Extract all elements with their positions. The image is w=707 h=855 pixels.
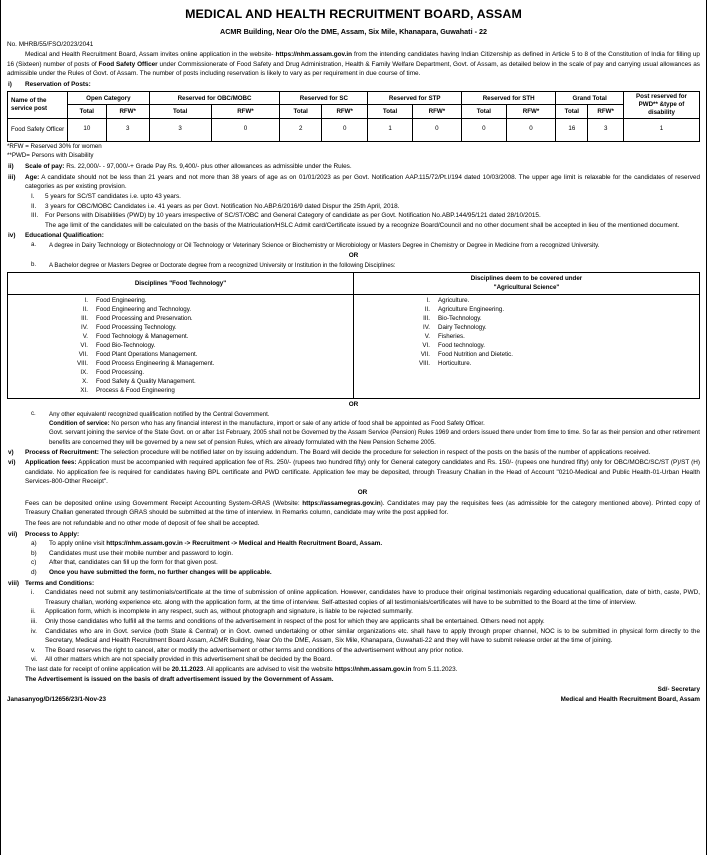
signature-line-2: Medical and Health Recruitment Board, Assam xyxy=(560,696,700,704)
last-date-value: 20.11.2023 xyxy=(171,666,204,674)
section-i-heading: Reservation of Posts: xyxy=(25,80,91,88)
as-7-number: VII. xyxy=(420,351,430,359)
apply-d-text: Once you have submitted the form, no further changes will be applicable. xyxy=(49,568,272,576)
subheader-rfw-open: RFW* xyxy=(106,105,149,118)
or-divider-2: OR xyxy=(348,401,359,408)
qualification-b-number: b. xyxy=(31,261,37,269)
section-vi-text: Application must be accompanied with required application fee of Rs. 250/- (rupees two hundred fifty) only for General category candidates and Rs. 150/- (rupees one hundred fifty) only for OBC/MOBC/SC/ST (P)/ST (H) candidate. No application fee is required for candidates having BPL certificate and PWD certificate. Application fee may be deposited, through Treasury Challan in the Head of Account "0210-Medical and Public Health-01-Urban Health Services-800-Other Receipt". xyxy=(25,459,700,486)
disciplines-right-cell xyxy=(354,295,700,399)
as-8-number: VIII. xyxy=(418,360,430,368)
as-2-number: II. xyxy=(424,306,430,314)
section-ii-text: Rs. 22,000/- - 97,000/-+ Grade Pay Rs. 9,400/- plus other allowances as admissible under the Rules. xyxy=(64,163,352,171)
cell-sc-rfw: 0 xyxy=(322,118,368,141)
col-header-sc: Reserved for SC xyxy=(280,92,368,105)
list-item xyxy=(62,360,351,369)
section-v-number: v) xyxy=(8,448,14,456)
list-item xyxy=(25,617,700,627)
gras-paragraph xyxy=(25,499,700,518)
terms-2-number: ii. xyxy=(31,608,36,616)
qualification-a-text: A degree in Dairy Technology or Biotechnology or Oil Technology or Veterinary Science or Biochemistry or Microbiology or Masters Degree in Chemistry or Degree in Medicine from a recognized University. xyxy=(49,242,600,250)
section-viii xyxy=(7,579,700,685)
ft-1-text: Food Engineering. xyxy=(96,297,147,305)
section-iii xyxy=(7,173,700,231)
footer xyxy=(7,696,700,705)
terms-4-text: Candidates who are in Govt. service (both State & Central) or in Govt. owned undertaking or other similar organizations etc. shall have to apply through proper channel, NOC is to be submitted in physical form directly to the Secretary, Medical and Health Recruitment Board Assam, ACMR Building, Near O/o the DME, Assam, Six Mile, Khanapara, Guwahati-22 and they will have to submit release order at the time of joining. xyxy=(45,627,700,645)
ft-11-number: XI. xyxy=(80,387,88,395)
as-4-text: Dairy Technology. xyxy=(438,324,487,332)
apply-b-text: Candidates must use their mobile number and password to login. xyxy=(49,549,234,557)
table-header-row-1 xyxy=(8,92,700,105)
list-item xyxy=(25,549,700,559)
list-item xyxy=(62,387,351,396)
list-item xyxy=(25,558,700,568)
refund-note: The fees are not refundable and no other mode of deposit of fee shall be accepted. xyxy=(25,519,260,527)
draft-advertisement-note: The Advertisement is issued on the basis of draft advertisement issued by the Government of Assam. xyxy=(25,675,334,683)
terms-5-text: The Board reserves the right to cancel, alter or modify the advertisement or other terms and conditions of the advertisement without any prior notice. xyxy=(45,646,464,654)
last-date-pre: The last date for receipt of online application will be xyxy=(25,666,172,674)
section-iii-label: Age: xyxy=(25,173,40,181)
list-item xyxy=(25,211,700,221)
section-v xyxy=(7,448,700,458)
condition-text: No person who has any financial interest in the manufacture, import or sale of any article of food shall be appointed as Food Safety Officer. xyxy=(109,420,485,428)
footnote-rfw: *RFW = Reserved 30% for women xyxy=(7,142,102,150)
ft-2-text: Food Engineering and Technology. xyxy=(96,306,192,314)
janasanyog-code: Janasanyog/D/12656/23/1-Nov-23 xyxy=(7,696,107,704)
age-item-2-text: 3 years for OBC/MOBC Candidates i.e. 41 years as per Govt. Notification No.ABP.6/2016/9 dated Dispur the 25th April, 2018. xyxy=(45,202,400,210)
list-item xyxy=(404,360,697,369)
subheader-total-open: Total xyxy=(68,105,107,118)
section-i-number: i) xyxy=(8,80,12,88)
list-item xyxy=(404,333,697,342)
section-viii-heading: Terms and Conditions: xyxy=(25,579,95,587)
as-5-number: V. xyxy=(424,333,430,341)
disciplines-body-row xyxy=(8,295,700,399)
as-4-number: IV. xyxy=(423,324,430,332)
list-item xyxy=(62,333,351,342)
list-item xyxy=(404,315,697,324)
pension-note: Govt. servant joining the service of the State Govt. on or after 1st February, 2005 shall not be Governed by the Assam Service (Pension) Rules 1969 and orders issued there under from time to time. So far as their pension and other retirement benefits are concerned they will be governed by a new set of pension Rules, which are already formulated with the New Pension Scheme 2005. xyxy=(49,429,700,446)
ft-6-number: VI. xyxy=(80,342,88,350)
section-ii-number: ii) xyxy=(8,163,14,171)
cell-open-total: 10 xyxy=(68,118,107,141)
application-fees-para xyxy=(25,458,700,487)
col-header-grand-total: Grand Total xyxy=(556,92,624,105)
list-item xyxy=(25,539,700,549)
apply-a-body xyxy=(49,539,700,549)
apply-a-number: a) xyxy=(31,540,37,548)
section-iii-text: A candidate should not be less than 21 years and not more than 38 years of age as on 01/01/2023 as per Govt. Notification AAP.115/72/Pt.I/194 dated 10/03/2008. The upper age limit is relaxable for the candidates of reserved categories as per existing provision. xyxy=(25,173,700,191)
section-vi-number: vi) xyxy=(8,459,16,467)
section-iv xyxy=(7,231,700,241)
ft-4-number: IV. xyxy=(81,324,88,332)
as-1-number: I. xyxy=(426,297,430,305)
last-date-line xyxy=(25,665,700,675)
list-item xyxy=(25,655,700,665)
terms-2-text: Application form, which is incomplete in any respect, such as, without photograph and signature, is liable to be rejected summarily. xyxy=(45,608,413,616)
terms-1-number: i. xyxy=(31,589,35,597)
age-item-1-text: 5 years for SC/ST candidates i.e. upto 43 years. xyxy=(45,193,181,201)
col-header-stp: Reserved for STP xyxy=(368,92,462,105)
subheader-rfw-stp: RFW* xyxy=(412,105,461,118)
ft-11-text: Process & Food Engineering xyxy=(96,387,175,395)
ft-3-number: III. xyxy=(81,315,88,323)
cell-open-rfw: 3 xyxy=(106,118,149,141)
qualification-item-b xyxy=(7,261,700,270)
reference-number: No. MHRB/55/FSO/2023/2041 xyxy=(7,40,94,48)
qualification-item-a xyxy=(7,241,700,250)
ft-2-number: II. xyxy=(82,306,88,314)
as-3-text: Bio-Technology. xyxy=(438,315,482,323)
subheader-rfw-obc: RFW* xyxy=(211,105,280,118)
intro-post-name: Food Safety Officer xyxy=(98,60,158,68)
apply-a-pre: To apply online visit xyxy=(49,540,107,548)
list-item xyxy=(62,378,351,387)
qualification-c-number: c. xyxy=(31,410,36,418)
section-vii-number: vii) xyxy=(8,530,18,538)
list-item xyxy=(404,306,697,315)
intro-part2: from the intending candidates having Indian Citizenship as defined in Article 5 to 8 of the Constitution of India for filling up 16 (Sixteen) number of posts of xyxy=(7,50,700,68)
subheader-rfw-sth: RFW* xyxy=(506,105,556,118)
age-trailing-note: The age limit of the candidates will be calculated on the basis of the Matriculation/HSLC Admit card/Certificate issued by a recognize Board/Council and no other document shall be accepted in lieu of the mentioned document. xyxy=(45,221,680,229)
subheader-total-sc: Total xyxy=(280,105,322,118)
cell-pwd: 1 xyxy=(624,118,700,141)
terms-6-number: vi. xyxy=(31,656,38,664)
footnote-pwd: **PWD= Persons with Disability xyxy=(7,152,94,160)
terms-1-text: Candidates need not submit any testimonials/certificate at the time of submission of online application. However, candidates have to produce their original testimonials regarding educational qualification, date of birth, caste, PWD, Treasury challan, working experience etc. along with the application form, at the time of interview. Self-attested copies of all testimonials/certificates will have to be submitted to the Board at the time of interview. xyxy=(45,589,700,606)
as-5-text: Fisheries. xyxy=(438,333,465,341)
list-item xyxy=(25,627,700,646)
list-item xyxy=(62,342,351,351)
ft-7-text: Food Plant Operations Management. xyxy=(96,351,198,359)
list-item xyxy=(404,342,697,351)
list-item xyxy=(25,607,700,617)
terms-4-number: iv. xyxy=(31,627,37,635)
section-v-text: The selection procedure will be notified later on by issuing addendum. The Board will decide the procedure for selection in respect of the posts on the basis of the number of applications received. xyxy=(98,448,651,456)
disciplines-table xyxy=(7,272,700,399)
ft-9-number: IX. xyxy=(80,369,88,377)
list-item xyxy=(62,315,351,324)
age-item-2-number: II. xyxy=(31,202,37,210)
cell-sth-total: 0 xyxy=(462,118,507,141)
signature-line-1: Sd/- Secretary xyxy=(657,686,700,694)
list-item xyxy=(25,646,700,656)
gras-link: https://assamegras.gov.in xyxy=(302,499,381,507)
list-item xyxy=(404,351,697,360)
section-v-label: Process of Recruitment: xyxy=(25,448,99,456)
cell-sth-rfw: 0 xyxy=(506,118,556,141)
or-divider-1: OR xyxy=(348,252,359,260)
ft-9-text: Food Processing. xyxy=(96,369,145,377)
disciplines-header-row xyxy=(8,273,700,295)
qualification-a-number: a. xyxy=(31,241,37,249)
section-vi-label: Application fees: xyxy=(25,459,77,467)
gras-part1: Fees can be deposited online using Government Receipt Accounting System-GRAS (Website: xyxy=(25,499,303,507)
age-item-3-number: III. xyxy=(31,212,39,220)
last-date-mid: . All applicants are advised to visit the website xyxy=(203,666,335,674)
ft-3-text: Food Processing and Preservation. xyxy=(96,315,193,323)
table-row xyxy=(8,118,700,141)
apply-c-number: c) xyxy=(31,559,37,567)
list-item xyxy=(25,568,700,578)
list-item xyxy=(62,324,351,333)
list-item xyxy=(25,588,700,607)
apply-c-text: After that, candidates can fill up the form for that given post. xyxy=(49,559,218,567)
as-6-number: VI. xyxy=(422,342,430,350)
food-technology-list xyxy=(10,297,351,396)
ft-10-number: X. xyxy=(82,378,88,386)
as-8-text: Horticulture. xyxy=(438,360,472,368)
list-item xyxy=(62,351,351,360)
col-header-sth: Reserved for STH xyxy=(462,92,556,105)
terms-6-text: All other matters which are not specially provided in this advertisement shall be decided by the Board. xyxy=(45,656,333,664)
section-vi xyxy=(7,458,700,528)
cell-obc-rfw: 0 xyxy=(211,118,280,141)
last-date-website: https://nhm.assam.gov.in xyxy=(334,666,412,674)
ft-10-text: Food Safety & Quality Management. xyxy=(96,378,196,386)
qualification-c-text: Any other equivalent/ recognized qualification notified by the Central Government. xyxy=(49,411,270,419)
table-header-row-2 xyxy=(8,105,700,118)
intro-website: https://nhm.assam.gov.in xyxy=(275,50,353,58)
condition-of-service xyxy=(49,419,700,428)
terms-3-text: Only those candidates who fulfill all the terms and conditions of the advertisement in respect of the post for which they are applicants shall be entertained. Others need not apply. xyxy=(45,618,545,626)
ft-7-number: VII. xyxy=(78,351,88,359)
section-ii-label: Scale of pay: xyxy=(25,163,65,171)
ft-5-text: Food Technology & Management. xyxy=(96,333,189,341)
as-2-text: Agriculture Engineering. xyxy=(438,306,505,314)
cell-grand-rfw: 3 xyxy=(588,118,624,141)
col-header-obc: Reserved for OBC/MOBC xyxy=(149,92,280,105)
page-subtitle: ACMR Building, Near O/o the DME, Assam, Six Mile, Khanapara, Guwahati - 22 xyxy=(220,26,487,36)
section-iv-number: iv) xyxy=(8,232,16,240)
ft-1-number: I. xyxy=(84,297,88,305)
section-iii-number: iii) xyxy=(8,173,16,181)
apply-a-bold: https://nhm.assam.gov.in -> Recruitment -> Medical and Health Recruitment Board, Assam. xyxy=(106,540,383,548)
section-iv-heading: Educational Qualification: xyxy=(25,232,104,240)
ft-8-number: VIII. xyxy=(76,360,88,368)
list-item xyxy=(404,324,697,333)
ft-4-text: Food Processing Technology. xyxy=(96,324,177,332)
as-1-text: Agriculture. xyxy=(438,297,470,305)
list-item xyxy=(25,192,700,202)
list-item xyxy=(25,202,700,212)
terms-3-number: iii. xyxy=(31,618,38,626)
intro-part3: under Commissionerate of Food Safety and Drug Administration, Health & Family Welfare Department, Govt. of Assam, as detailed below in the scale of pay and carrying usual allowances as admissible under the Rules of Govt. of Assam. The number of posts including reservation is likely to vary as per requirement in due course of time. xyxy=(7,60,700,78)
last-date-post: from 5.11.2023. xyxy=(411,666,458,674)
list-item xyxy=(62,297,351,306)
row-post-name: Food Safety Officer xyxy=(8,118,68,141)
section-vii-heading: Process to Apply: xyxy=(25,530,80,538)
section-ii xyxy=(7,162,700,172)
ft-8-text: Food Process Engineering & Management. xyxy=(96,360,215,368)
as-6-text: Food technology. xyxy=(438,342,486,350)
qualification-item-c xyxy=(7,410,700,447)
as-3-number: III. xyxy=(423,315,430,323)
intro-part1: Medical and Health Recruitment Board, Assam invites online application in the website- xyxy=(25,50,276,58)
apply-b-number: b) xyxy=(31,549,37,557)
cell-obc-total: 3 xyxy=(149,118,211,141)
ft-5-number: V. xyxy=(82,333,88,341)
list-item xyxy=(62,306,351,315)
subheader-rfw-sc: RFW* xyxy=(322,105,368,118)
page-title: MEDICAL AND HEALTH RECRUITMENT BOARD, ASSAM xyxy=(185,7,522,21)
disciplines-right-header-line2: "Agricultural Science" xyxy=(493,283,560,291)
cell-grand-total: 16 xyxy=(556,118,588,141)
section-vii xyxy=(7,530,700,578)
section-viii-number: viii) xyxy=(8,579,20,587)
col-header-name: Name of the service post xyxy=(8,92,68,118)
section-i xyxy=(7,80,700,90)
cell-sc-total: 2 xyxy=(280,118,322,141)
subheader-total-grand: Total xyxy=(556,105,588,118)
reservation-table xyxy=(7,91,700,141)
subheader-total-sth: Total xyxy=(462,105,507,118)
age-item-1-number: I. xyxy=(31,193,35,201)
list-item xyxy=(62,369,351,378)
subheader-total-stp: Total xyxy=(368,105,412,118)
as-7-text: Food Nutrition and Dietetic. xyxy=(438,351,513,359)
col-header-pwd: Post reserved for PWD** &type of disability xyxy=(624,92,700,118)
subheader-rfw-grand: RFW* xyxy=(588,105,624,118)
gras-part2: ). Candidates may pay the requisites fees (as admissible for the category mentioned above). Printed copy of Treasury Challan generated through GRAS should be submitted at the time of interview. In Remarks column, candidate may write the post applied for. xyxy=(25,499,701,517)
subheader-total-obc: Total xyxy=(149,105,211,118)
condition-label: Condition of service: xyxy=(49,420,110,428)
qualification-c-body xyxy=(49,410,700,447)
cell-stp-total: 1 xyxy=(368,118,412,141)
ft-6-text: Food Bio-Technology. xyxy=(96,342,156,350)
or-divider-3: OR xyxy=(357,489,368,497)
age-item-3-text: For Persons with Disabilities (PWD) by 10 years irrespective of SC/ST/OBC and General Category of candidate as per Govt. Notification No.ABP.144/95/121 dated 28/10/2015. xyxy=(45,212,541,220)
intro-paragraph xyxy=(7,50,700,79)
qualification-b-text: A Bachelor degree or Masters Degree or Doctorate degree from a recognized University or Institution in the following Disciplines: xyxy=(49,262,396,270)
disciplines-right-header xyxy=(354,273,700,295)
agricultural-science-list xyxy=(356,297,697,369)
disciplines-left-header: Disciplines "Food Technology" xyxy=(8,273,354,295)
cell-stp-rfw: 0 xyxy=(412,118,461,141)
list-item xyxy=(404,297,697,306)
col-header-open: Open Category xyxy=(68,92,150,105)
disciplines-right-header-line1: Disciplines deem to be covered under xyxy=(470,275,583,283)
terms-5-number: v. xyxy=(31,646,36,654)
disciplines-left-cell xyxy=(8,295,354,399)
apply-d-number: d) xyxy=(31,568,37,576)
